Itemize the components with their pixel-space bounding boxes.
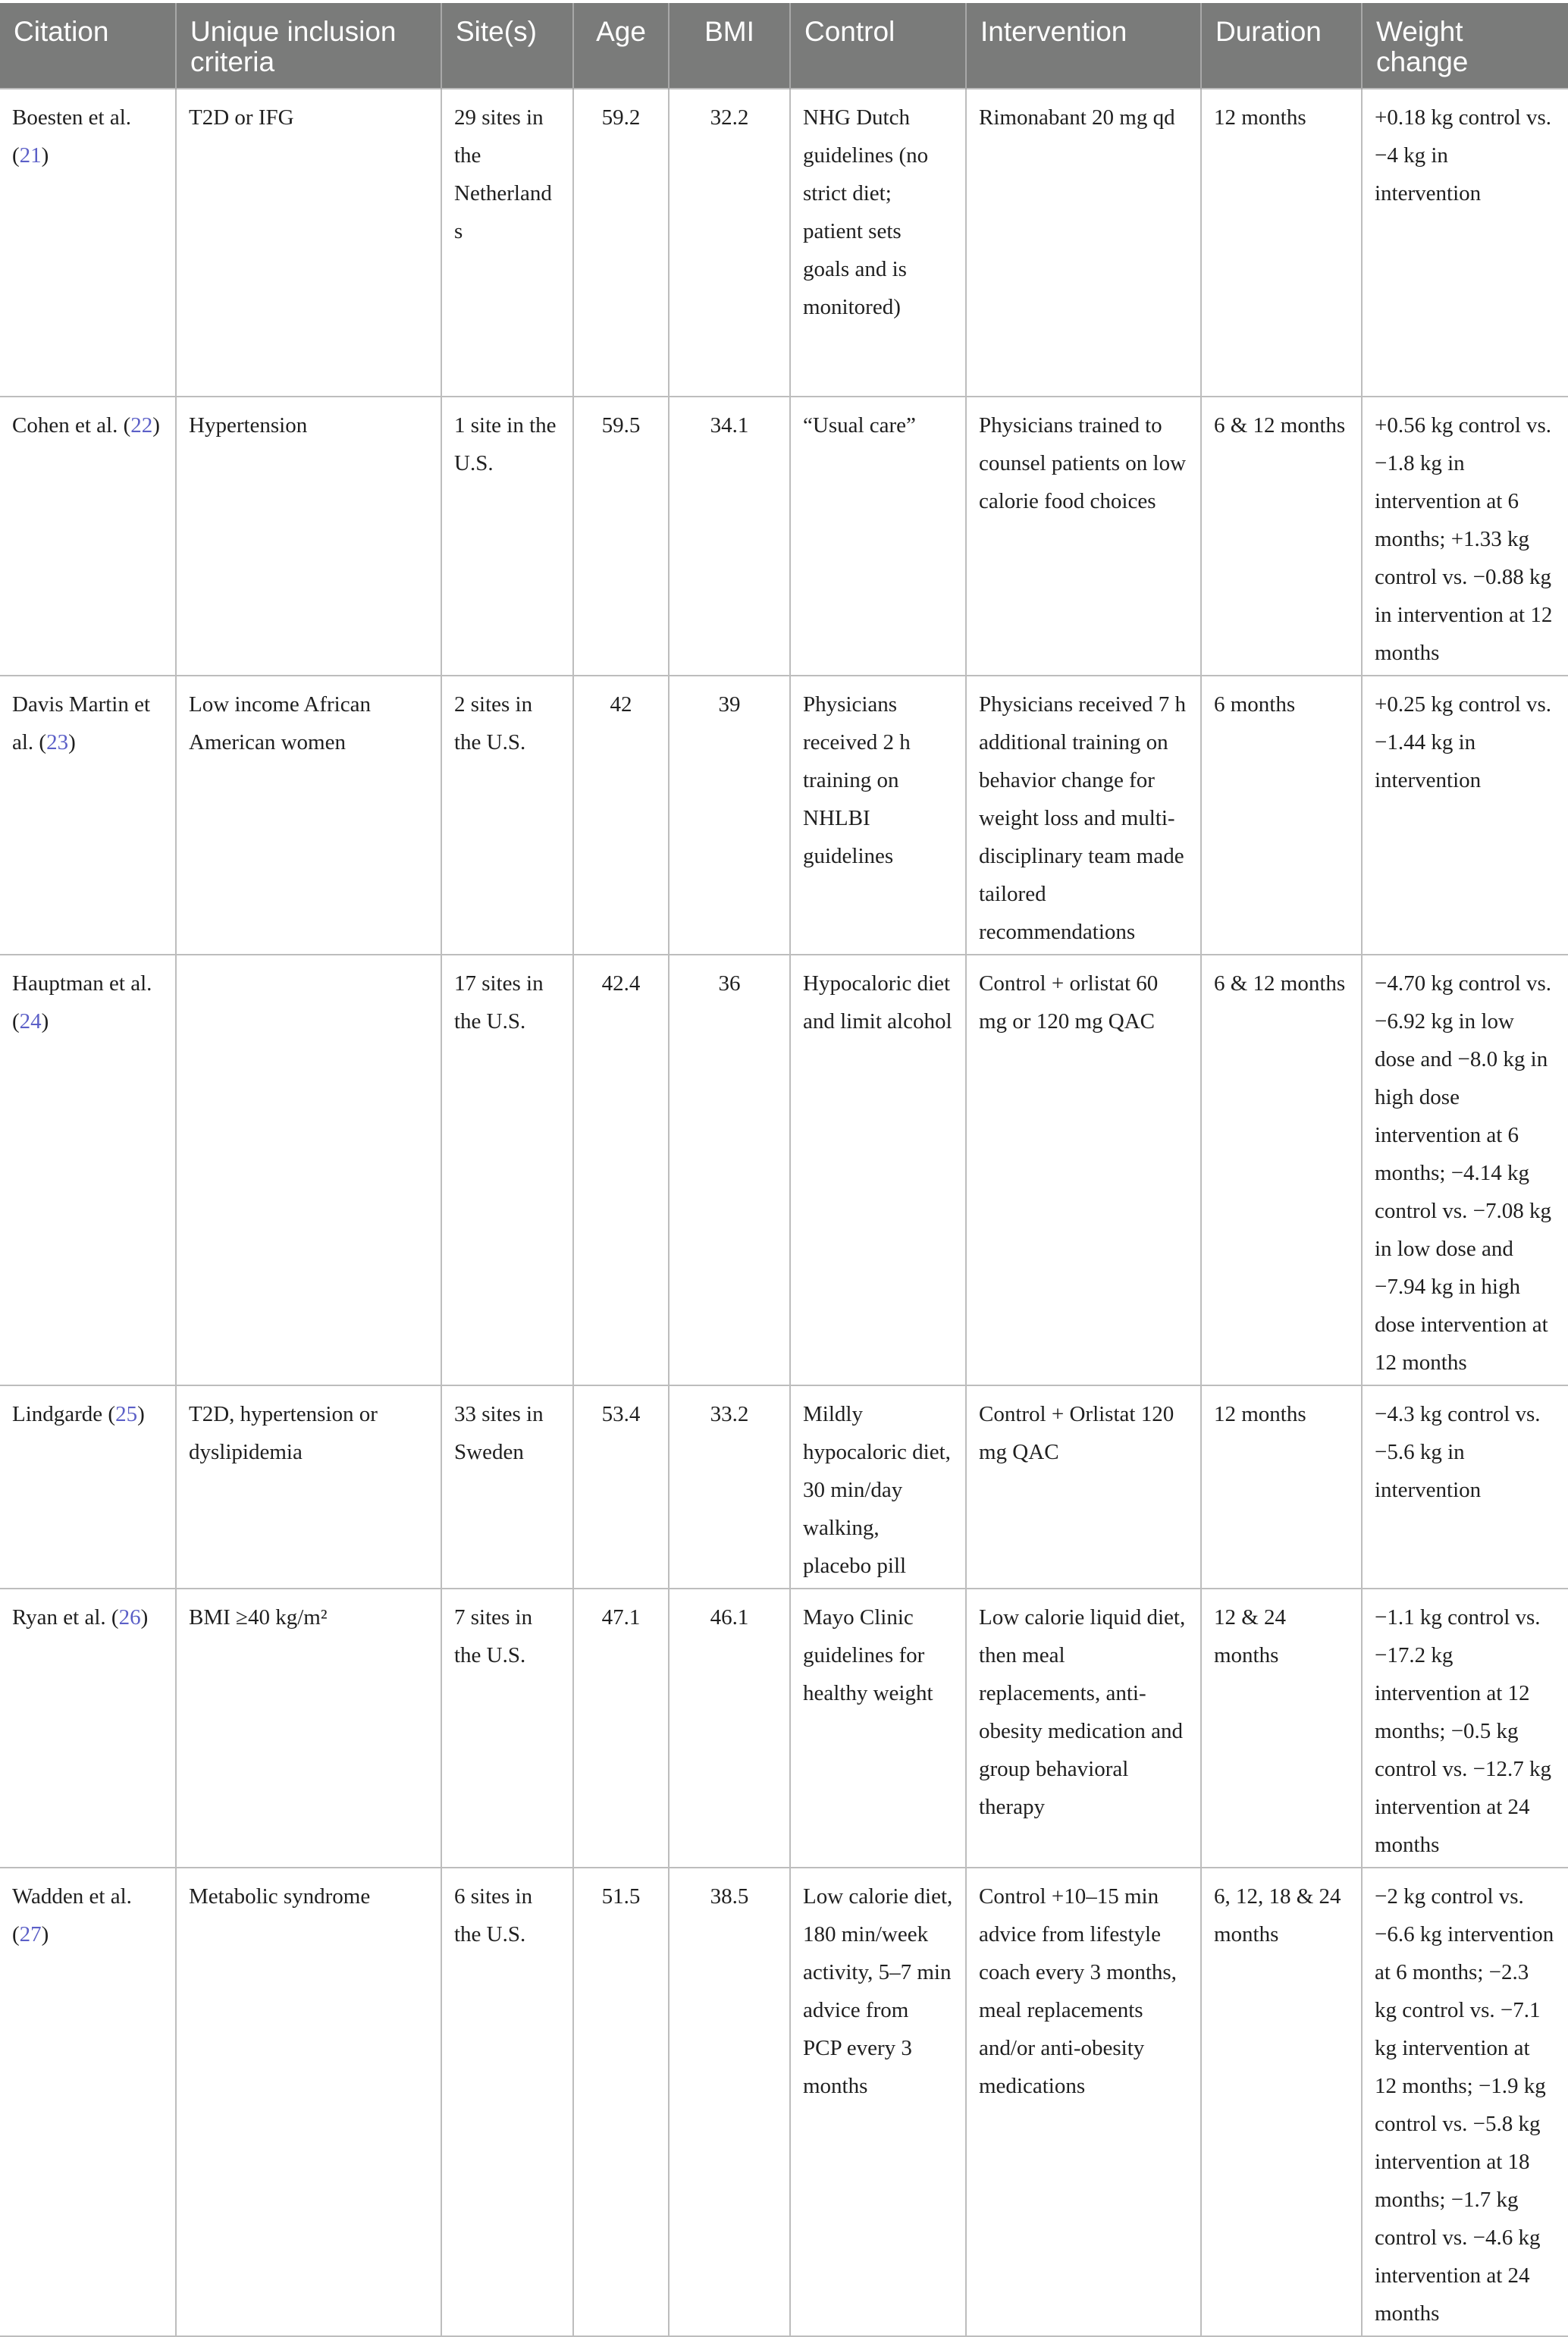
criteria-cell: T2D, hypertension or dyslipidemia — [176, 1385, 441, 1589]
citation-reference-link[interactable]: 27 — [19, 1922, 42, 1946]
criteria-cell: Metabolic syndrome — [176, 1868, 441, 2336]
weight-change-cell: +0.56 kg control vs. −1.8 kg in intervention at 6 months; +1.33 kg control vs. −0.88 kg in intervention at 12 months — [1362, 397, 1568, 676]
citation-cell: Boesten et al. (21) — [0, 89, 176, 397]
header-inclusion-criteria: Unique inclusion criteria — [176, 3, 441, 89]
age-cell: 59.2 — [573, 89, 669, 397]
control-cell: Hypocaloric diet and limit alcohol — [790, 955, 966, 1385]
citation-reference-link[interactable]: 23 — [46, 730, 69, 754]
duration-cell: 6 & 12 months — [1201, 955, 1362, 1385]
citation-cell: Cohen et al. (22) — [0, 397, 176, 676]
control-cell: Physicians received 2 h training on NHLBI guidelines — [790, 676, 966, 955]
table-row — [0, 1385, 1568, 1589]
age-cell: 42.4 — [573, 955, 669, 1385]
header-intervention: Intervention — [966, 3, 1201, 89]
citation-reference-link[interactable]: 24 — [19, 1009, 42, 1034]
criteria-cell — [176, 955, 441, 1385]
weight-change-cell: −1.1 kg control vs. −17.2 kg intervention at 12 months; −0.5 kg control vs. −12.7 kg intervention at 24 months — [1362, 1589, 1568, 1868]
header-duration: Duration — [1201, 3, 1362, 89]
citation-cell: Wadden et al. (27) — [0, 1868, 176, 2336]
criteria-cell: Hypertension — [176, 397, 441, 676]
table-row — [0, 676, 1568, 955]
bmi-cell: 32.2 — [669, 89, 790, 397]
control-cell: Mildly hypocaloric diet, 30 min/day walking, placebo pill — [790, 1385, 966, 1589]
sites-cell: 29 sites in the Netherlands — [441, 89, 573, 397]
citation-reference-link[interactable]: 25 — [115, 1402, 138, 1426]
control-cell: NHG Dutch guidelines (no strict diet; patient sets goals and is monitored) — [790, 89, 966, 397]
duration-cell: 12 & 24 months — [1201, 1589, 1362, 1868]
table-row — [0, 89, 1568, 397]
criteria-cell: T2D or IFG — [176, 89, 441, 397]
bmi-cell: 34.1 — [669, 397, 790, 676]
age-cell: 47.1 — [573, 1589, 669, 1868]
age-cell: 51.5 — [573, 1868, 669, 2336]
bmi-cell: 38.5 — [669, 1868, 790, 2336]
age-cell: 59.5 — [573, 397, 669, 676]
table-row — [0, 1589, 1568, 1868]
intervention-cell: Control +10–15 min advice from lifestyle coach every 3 months, meal replacements and/or anti-obesity medications — [966, 1868, 1201, 2336]
intervention-cell: Rimonabant 20 mg qd — [966, 89, 1201, 397]
citation-cell: Lindgarde (25) — [0, 1385, 176, 1589]
citation-cell: Ryan et al. (26) — [0, 1589, 176, 1868]
table-body — [0, 89, 1568, 2336]
table-row — [0, 955, 1568, 1385]
sites-cell: 6 sites in the U.S. — [441, 1868, 573, 2336]
table-header — [0, 3, 1568, 89]
duration-cell: 12 months — [1201, 89, 1362, 397]
header-weight-change: Weight change — [1362, 3, 1568, 89]
intervention-cell: Control + orlistat 60 mg or 120 mg QAC — [966, 955, 1201, 1385]
intervention-cell: Physicians received 7 h additional training on behavior change for weight loss and multi-disciplinary team made tailored recommendations — [966, 676, 1201, 955]
sites-cell: 17 sites in the U.S. — [441, 955, 573, 1385]
citation-cell: Davis Martin et al. (23) — [0, 676, 176, 955]
weight-change-cell: +0.25 kg control vs. −1.44 kg in intervention — [1362, 676, 1568, 955]
sites-cell: 1 site in the U.S. — [441, 397, 573, 676]
duration-cell: 6 months — [1201, 676, 1362, 955]
bmi-cell: 36 — [669, 955, 790, 1385]
citation-cell: Hauptman et al. (24) — [0, 955, 176, 1385]
age-cell: 42 — [573, 676, 669, 955]
intervention-cell: Physicians trained to counsel patients on low calorie food choices — [966, 397, 1201, 676]
criteria-cell: BMI ≥40 kg/m² — [176, 1589, 441, 1868]
header-bmi: BMI — [669, 3, 790, 89]
sites-cell: 33 sites in Sweden — [441, 1385, 573, 1589]
citation-reference-link[interactable]: 22 — [130, 413, 153, 438]
study-table — [0, 3, 1568, 2337]
sites-cell: 2 sites in the U.S. — [441, 676, 573, 955]
control-cell: Low calorie diet, 180 min/week activity, 5–7 min advice from PCP every 3 months — [790, 1868, 966, 2336]
control-cell: “Usual care” — [790, 397, 966, 676]
duration-cell: 6, 12, 18 & 24 months — [1201, 1868, 1362, 2336]
duration-cell: 6 & 12 months — [1201, 397, 1362, 676]
citation-reference-link[interactable]: 26 — [118, 1605, 141, 1630]
table-row — [0, 1868, 1568, 2336]
intervention-cell: Control + Orlistat 120 mg QAC — [966, 1385, 1201, 1589]
table-row — [0, 397, 1568, 676]
intervention-cell: Low calorie liquid diet, then meal replacements, anti-obesity medication and group behavioral therapy — [966, 1589, 1201, 1868]
control-cell: Mayo Clinic guidelines for healthy weight — [790, 1589, 966, 1868]
criteria-cell: Low income African American women — [176, 676, 441, 955]
header-control: Control — [790, 3, 966, 89]
age-cell: 53.4 — [573, 1385, 669, 1589]
header-row — [0, 3, 1568, 89]
header-age: Age — [573, 3, 669, 89]
header-citation: Citation — [0, 3, 176, 89]
duration-cell: 12 months — [1201, 1385, 1362, 1589]
weight-change-cell: −4.70 kg control vs. −6.92 kg in low dose and −8.0 kg in high dose intervention at 6 months; −4.14 kg control vs. −7.08 kg in low dose and −7.94 kg in high dose intervention at 12 months — [1362, 955, 1568, 1385]
bmi-cell: 46.1 — [669, 1589, 790, 1868]
header-sites: Site(s) — [441, 3, 573, 89]
citation-reference-link[interactable]: 21 — [19, 143, 42, 168]
bmi-cell: 33.2 — [669, 1385, 790, 1589]
weight-change-cell: −2 kg control vs. −6.6 kg intervention at 6 months; −2.3 kg control vs. −7.1 kg intervention at 12 months; −1.9 kg control vs. −5.8 kg intervention at 18 months; −1.7 kg control vs. −4.6 kg intervention at 24 months — [1362, 1868, 1568, 2336]
bmi-cell: 39 — [669, 676, 790, 955]
weight-change-cell: −4.3 kg control vs. −5.6 kg in intervention — [1362, 1385, 1568, 1589]
weight-change-cell: +0.18 kg control vs. −4 kg in intervention — [1362, 89, 1568, 397]
sites-cell: 7 sites in the U.S. — [441, 1589, 573, 1868]
